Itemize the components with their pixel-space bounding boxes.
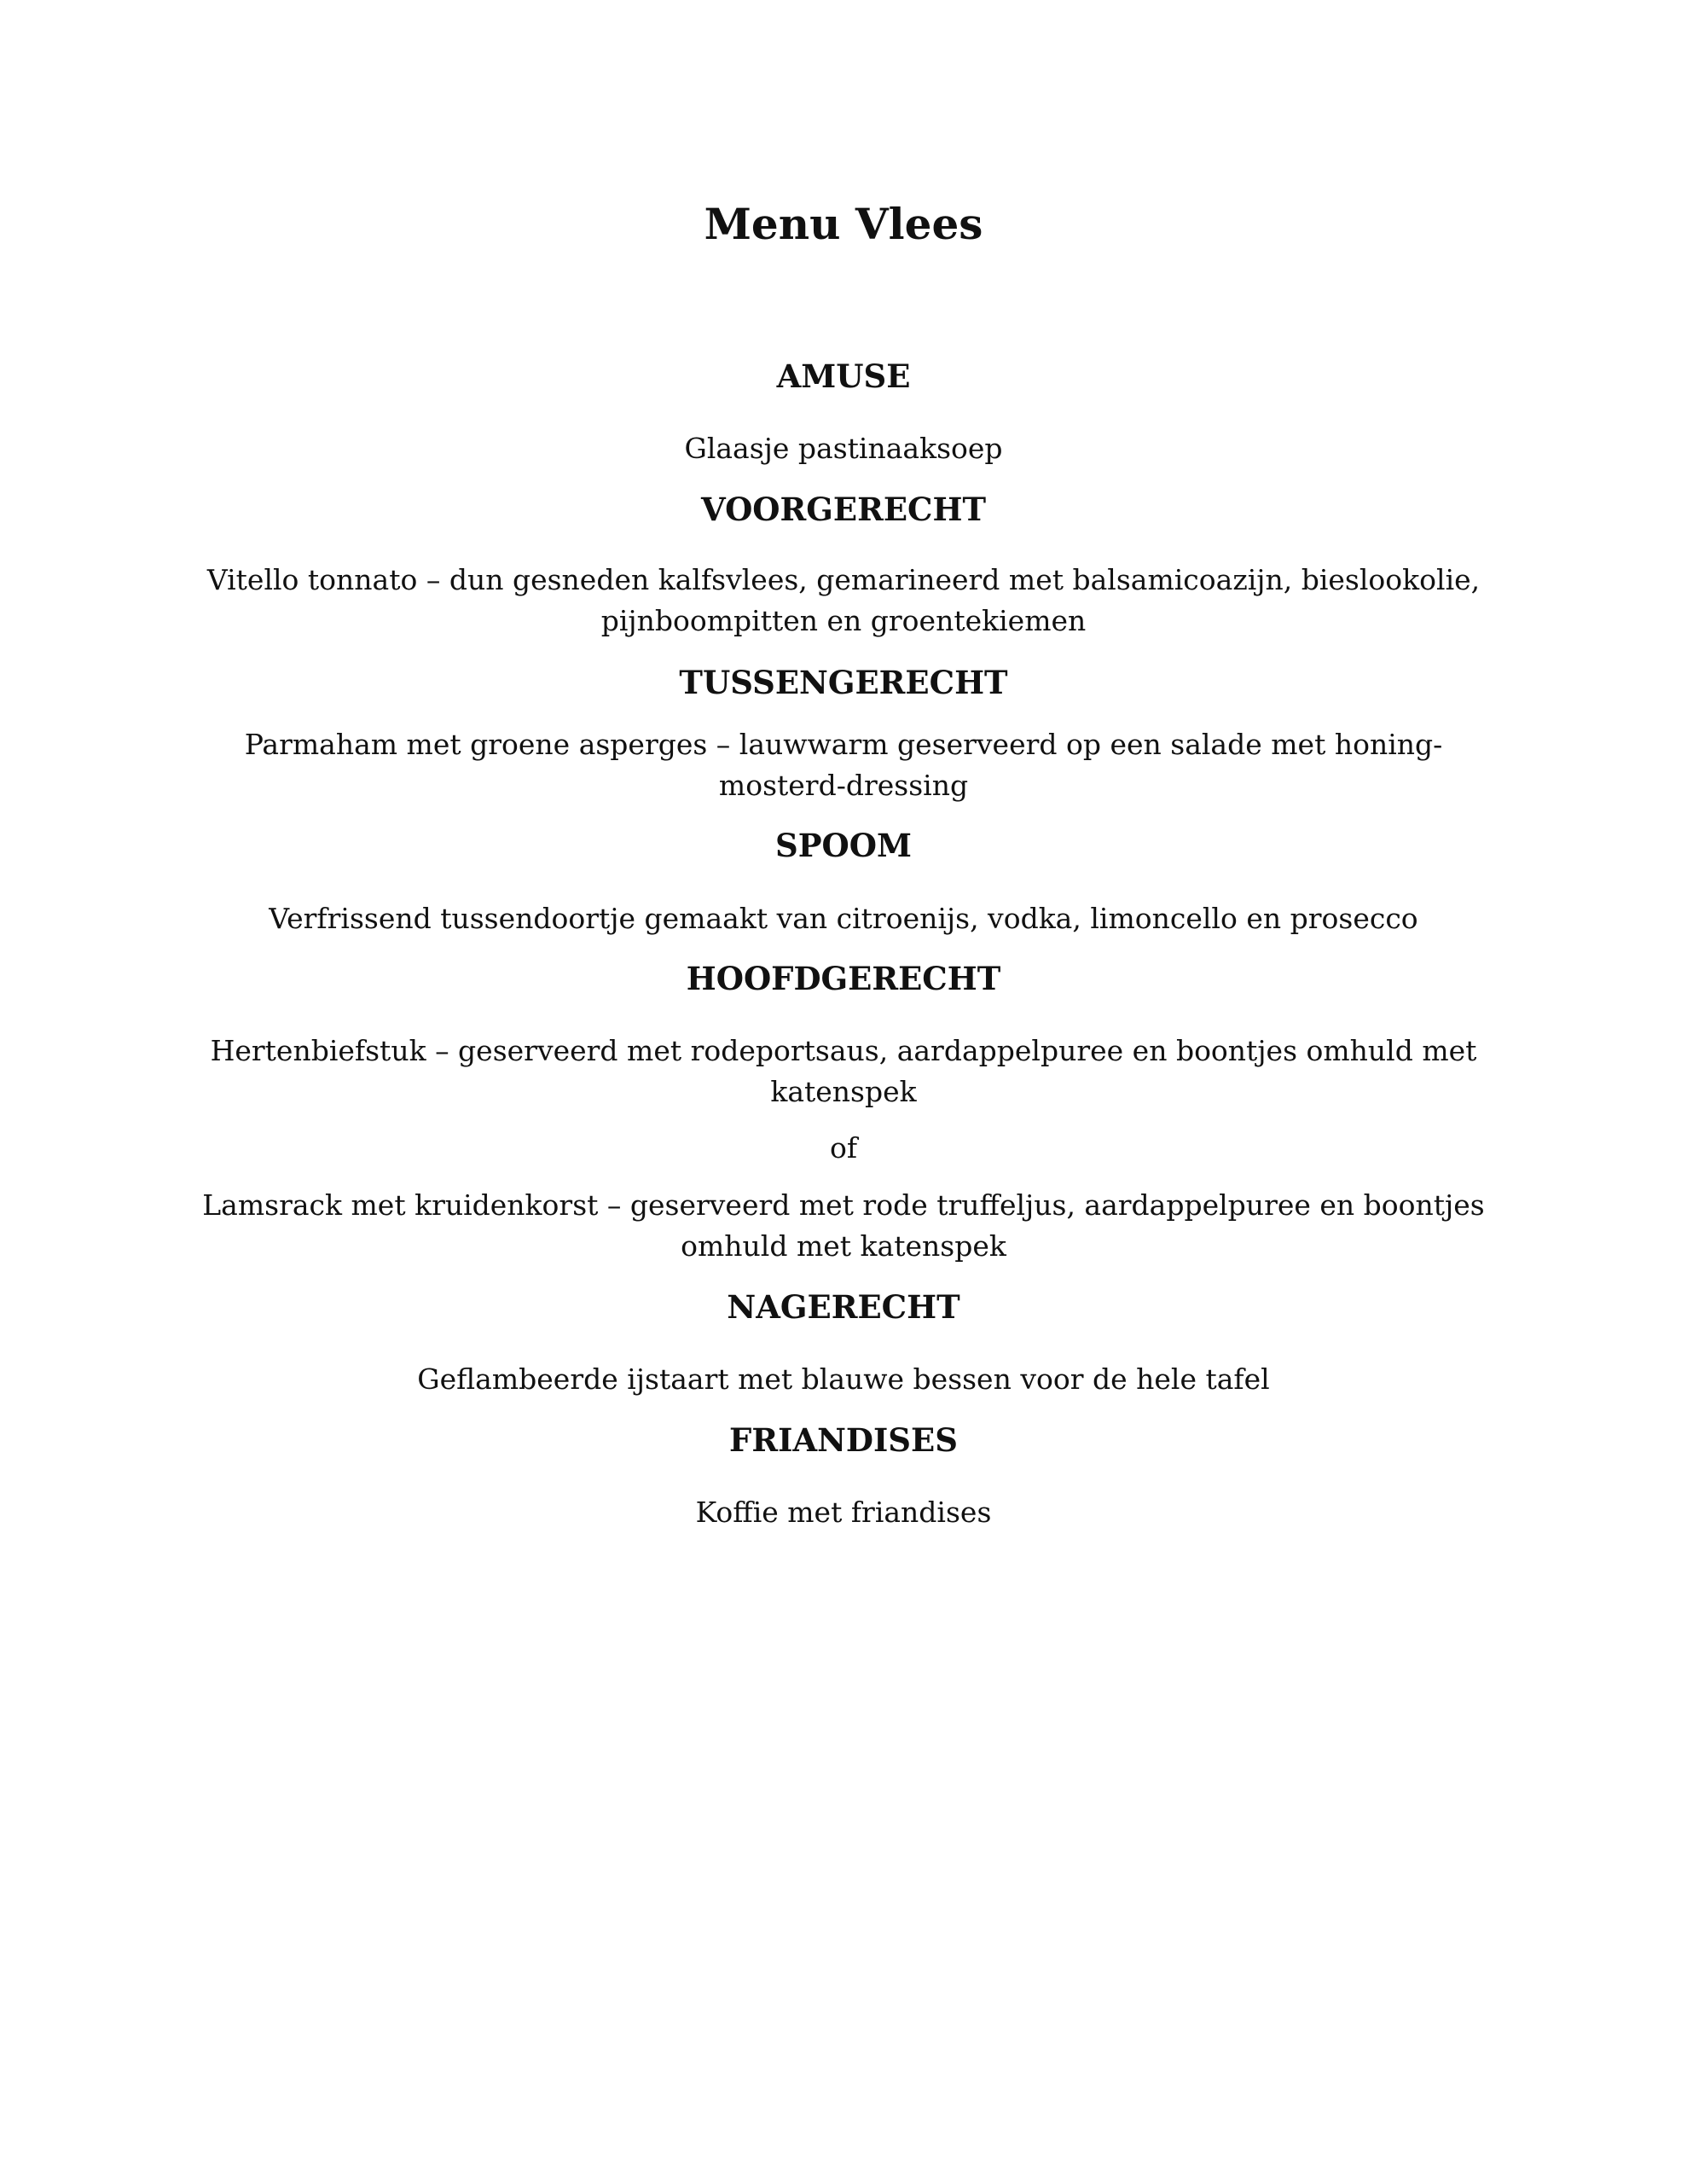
- menu-item-amuse: Glaasje pastinaaksoep: [684, 432, 1003, 465]
- section-heading-nagerecht: NAGERECHT: [727, 1288, 960, 1326]
- menu-item-hoofdgerecht-1-line-1: Hertenbiefstuk – geserveerd met rodeportsaus, aardappelpuree en boontjes omhuld met: [210, 1034, 1477, 1067]
- menu-item-friandises: Koffie met friandises: [695, 1496, 992, 1529]
- menu-item-tussengerecht-line-1: Parmaham met groene asperges – lauwwarm geserveerd op een salade met honing-: [244, 728, 1443, 761]
- page-title: Menu Vlees: [704, 199, 983, 249]
- menu-item-voorgerecht-line-1: Vitello tonnato – dun gesneden kalfsvlees, gemarineerd met balsamicoazijn, bieslookolie,: [206, 563, 1481, 596]
- section-heading-spoom: SPOOM: [775, 827, 912, 864]
- section-heading-friandises: FRIANDISES: [729, 1421, 958, 1459]
- menu-item-spoom: Verfrissend tussendoortje gemaakt van citroenijs, vodka, limoncello en prosecco: [269, 902, 1418, 935]
- menu-item-hoofdgerecht-or: of: [829, 1131, 858, 1165]
- menu-item-hoofdgerecht-2-line-2: omhuld met katenspek: [681, 1229, 1006, 1263]
- section-heading-voorgerecht: VOORGERECHT: [701, 491, 986, 528]
- menu-item-hoofdgerecht-2-line-1: Lamsrack met kruidenkorst – geserveerd met rode truffeljus, aardappelpuree en boontjes: [202, 1188, 1485, 1222]
- section-heading-hoofdgerecht: HOOFDGERECHT: [686, 960, 1001, 997]
- section-heading-amuse: AMUSE: [776, 357, 911, 395]
- menu-item-nagerecht: Geflambeerde ijstaart met blauwe bessen voor de hele tafel: [417, 1362, 1270, 1396]
- menu-item-tussengerecht-line-2: mosterd-dressing: [718, 769, 969, 802]
- section-heading-tussengerecht: TUSSENGERECHT: [679, 664, 1008, 701]
- menu-item-voorgerecht-line-2: pijnboompitten en groentekiemen: [600, 604, 1087, 637]
- menu-item-hoofdgerecht-1-line-2: katenspek: [770, 1075, 917, 1108]
